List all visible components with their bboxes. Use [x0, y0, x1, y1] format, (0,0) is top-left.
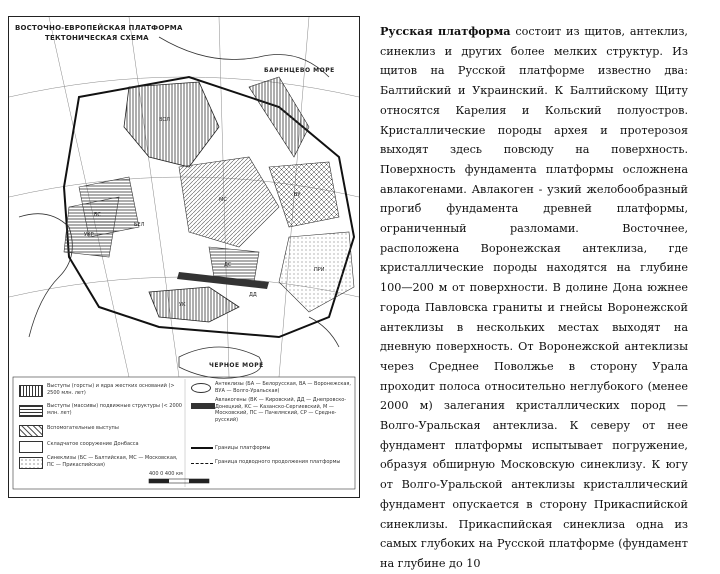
legend-text-4: Складчатое сооружение Донбасса: [47, 441, 139, 447]
label-bs: БС: [94, 212, 101, 218]
map-title: [15, 23, 183, 43]
label-ukr: УКР: [84, 232, 94, 238]
timan-ridge: [249, 77, 309, 157]
tectonic-map: [8, 16, 360, 498]
legend-text-7: Авлакогены (ВК — Кировский, ДД — Днепровско-Донецкий, КС — Казанско-Сергиевский, М — Московский, ПС — Пачелмский, СР — Средне-русский): [215, 397, 347, 423]
term-russian-platform: Русская платформа: [380, 24, 511, 38]
article-text: [380, 22, 688, 574]
label-uk: УК: [179, 302, 186, 308]
moscow-syneclise: [179, 157, 279, 247]
legend-swatch-8: [191, 447, 213, 449]
label-pri: ПРИ: [314, 267, 325, 273]
article-body: состоит из щитов, антеклиз, синеклиз и других более мелких структур. Из щитов на Русской платформе известно два: Балтийский и Украинский. К Балтийскому Щиту относятся Карелия и Кольский полуостров. Кристаллические породы архея и протерозоя выходят здесь повсюду на поверхность. Поверхность фундамента платформы осложнена авлакогенами. Авлакоген - узкий желобообразный прогиб фундамента древней платформы, ограниченный разломами. Восточнее, расположена Воронежская антеклиза, где кристаллические породы находятся на глубине 100—200 м от поверхности. В долине Дона южнее города Павловска граниты и гнейсы Воронежской антеклизы в нескольких местах выходят на дневную поверхность. От Воронежской антеклизы через Среднее Поволжье в сторону Урала проходит полоса относительно неглубокого (менее 2000 м) залегания кристаллических пород — Волго-Уральская антеклиза. К северу от нее фундамент платформы испытывает погружение, образуя обширную Московскую синеклизу. К югу от Волго-Уральской антеклизы кристаллический фундамент опускается в сторону Прикаспийской синеклизы. Прикаспийская синеклиза одна из самых глубоких на Русской платформе (фундамент на глубине до 10: [380, 25, 688, 570]
map-title-line2: ТЕКТОНИЧЕСКАЯ СХЕМА: [45, 34, 149, 42]
label-dd: ДД: [249, 292, 257, 298]
legend-text-6: Антеклизы (БА — Белорусская, ВА — Воронежская, ВУА — Волго-Уральская): [215, 381, 352, 394]
label-bel: БЕЛ: [134, 222, 145, 228]
map-title-line1: ВОСТОЧНО-ЕВРОПЕЙСКАЯ ПЛАТФОРМА: [15, 24, 183, 32]
legend-text-1: Выступы (горсты) и ядра жестких оснований (> 2500 млн. лет): [47, 383, 175, 396]
label-vol: ВОЛ: [159, 117, 171, 123]
baltic-shield: [124, 82, 219, 167]
legend-swatch-6: [191, 383, 211, 393]
label-barents-sea: БАРЕНЦЕВО МОРЕ: [264, 67, 335, 74]
legend-text-5: Синеклизы (БС — Балтийская, МС — Московская, ПС — Прикаспийская): [47, 455, 178, 468]
legend-swatch-1: [19, 385, 43, 397]
legend-swatch-2: [19, 405, 43, 417]
west-wedge: [64, 197, 119, 257]
legend-text-2: Выступы (массивы) подвижные структуры (< 2000 млн. лет): [47, 403, 182, 416]
scale-bar: [149, 479, 209, 483]
legend-swatch-9: [191, 463, 213, 464]
scale-label: 400 0 400 км: [149, 471, 183, 477]
legend-text-8: Границы платформы: [215, 445, 271, 451]
ukrainian-shield: [149, 287, 239, 322]
label-ds: ДС: [224, 262, 232, 268]
legend-swatch-5: [19, 457, 43, 469]
legend-text-3: Вспомогательные выступы: [47, 425, 119, 431]
legend-swatch-4: [19, 441, 43, 453]
label-black-sea: ЧЕРНОЕ МОРЕ: [209, 362, 264, 369]
legend-text-9: Граница подводного продолжения платформы: [215, 459, 341, 465]
label-vus: ВУ: [294, 192, 301, 198]
legend-swatch-3: [19, 425, 43, 437]
legend-swatch-7: [191, 403, 215, 409]
label-mc: МС: [219, 197, 227, 203]
volga-ural-anteclise: [269, 162, 339, 227]
